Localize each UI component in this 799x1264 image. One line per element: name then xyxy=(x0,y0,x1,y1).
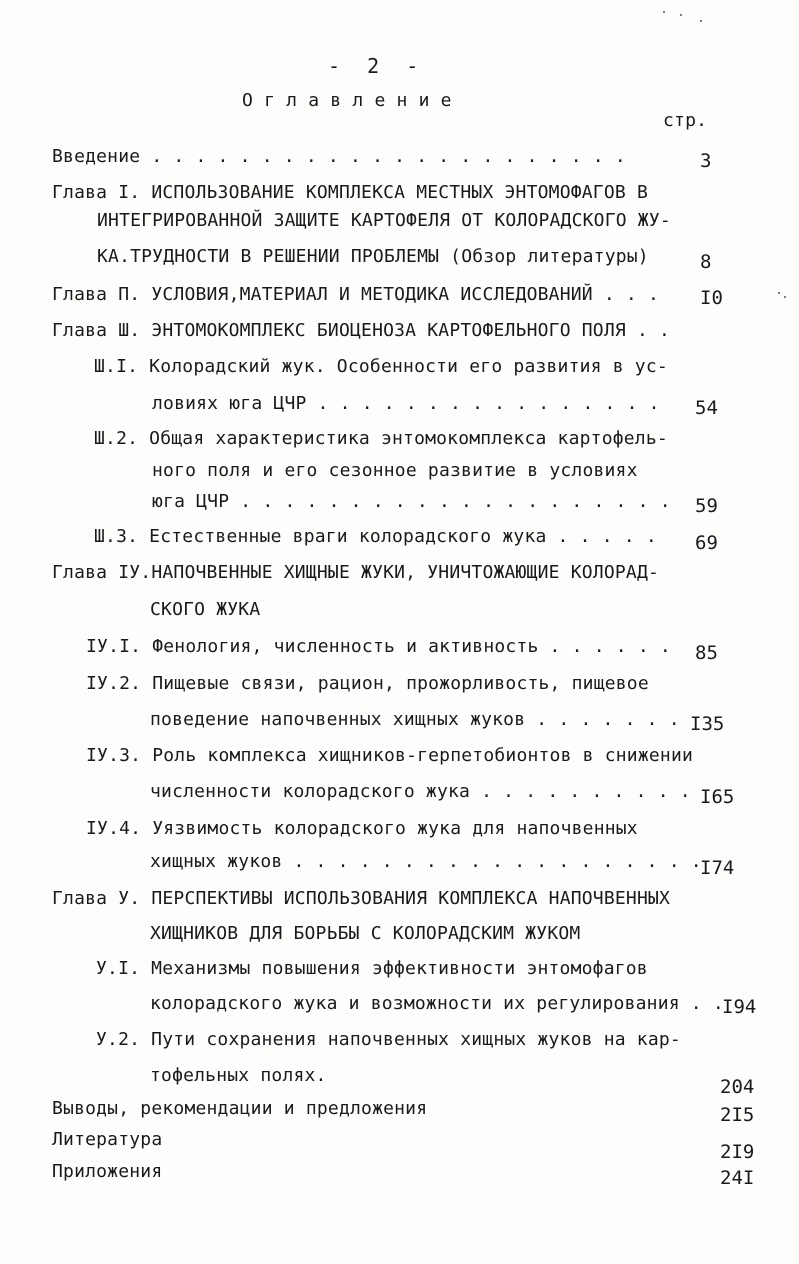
toc-entry-chapter-1: Глава I. ИСПОЛЬЗОВАНИЕ КОМПЛЕКСА МЕСТНЫХ ЭНТОМОФАГОВ В xyxy=(52,182,648,203)
toc-page-section-5-2: 204 xyxy=(720,1076,755,1098)
toc-entry-section-3-2-cont2: юга ЦЧР . . . . . . . . . . . . . . . . . . . . xyxy=(152,491,671,512)
toc-entry-section-3-2-cont: ного поля и его сезонное развитие в условиях xyxy=(152,460,638,481)
toc-entry-section-5-2-cont: тофельных полях. xyxy=(150,1065,327,1086)
toc-page-section-3-1: 54 xyxy=(695,397,718,419)
toc-entry-chapter-5-cont: ХИЩНИКОВ ДЛЯ БОРЬБЫ С КОЛОРАДСКИМ ЖУКОМ xyxy=(150,923,581,944)
toc-entry-section-5-1: У.I. Механизмы повышения эффективности энтомофагов xyxy=(96,958,648,979)
toc-entry-section-4-3-cont: численности колорадского жука . . . . . . . . . . xyxy=(150,781,691,802)
toc-heading: О г л а в л е н и е xyxy=(242,90,452,111)
toc-entry-section-3-1-cont: ловиях юга ЦЧР . . . . . . . . . . . . . . . . xyxy=(152,393,660,414)
toc-page-chapter-1: 8 xyxy=(700,251,712,273)
toc-page-appendices: 24I xyxy=(720,1167,755,1189)
toc-entry-chapter-2: Глава П. УСЛОВИЯ,МАТЕРИАЛ И МЕТОДИКА ИССЛЕДОВАНИЙ . . . xyxy=(52,284,660,305)
toc-page-section-3-3: 69 xyxy=(695,532,718,554)
toc-entry-chapter-1-cont: ИНТЕГРИРОВАННОЙ ЗАЩИТЕ КАРТОФЕЛЯ ОТ КОЛОРАДСКОГО ЖУ- xyxy=(97,210,671,231)
toc-entry-appendices: Приложения xyxy=(52,1161,163,1182)
toc-entry-chapter-3: Глава Ш. ЭНТОМОКОМПЛЕКС БИОЦЕНОЗА КАРТОФЕЛЬНОГО ПОЛЯ . . xyxy=(52,320,671,341)
toc-entry-chapter-1-cont2: КА.ТРУДНОСТИ В РЕШЕНИИ ПРОБЛЕМЫ (Обзор литературы) xyxy=(97,246,649,267)
toc-entry-section-3-1: Ш.I. Колорадский жук. Особенности его развития в ус- xyxy=(94,356,668,377)
page-number: - 2 - xyxy=(328,54,420,78)
toc-entry-chapter-4-cont: СКОГО ЖУКА xyxy=(150,599,261,620)
toc-entry-section-4-4-cont: хищных жуков . . . . . . . . . . . . . . . . . . . xyxy=(150,851,702,872)
toc-page-section-4-2: I35 xyxy=(690,713,725,735)
toc-page-chapter-2: I0 xyxy=(700,287,723,309)
toc-page-introduction: 3 xyxy=(700,150,712,172)
page-column-label: стр. xyxy=(663,110,708,131)
toc-entry-section-5-1-cont: колорадского жука и возможности их регулирования . . xyxy=(150,993,724,1014)
toc-page-section-3-2: 59 xyxy=(695,495,718,517)
toc-entry-section-4-4: IУ.4. Уязвимость колорадского жука для напочвенных xyxy=(86,818,638,839)
scan-speck xyxy=(778,292,780,294)
scan-speck xyxy=(663,11,665,13)
toc-page-literature: 2I9 xyxy=(720,1141,755,1163)
toc-entry-section-4-3: IУ.3. Роль комплекса хищников-герпетобионтов в снижении xyxy=(86,745,694,766)
toc-entry-chapter-4: Глава IУ.НАПОЧВЕННЫЕ ХИЩНЫЕ ЖУКИ, УНИЧТОЖАЮЩИЕ КОЛОРАД- xyxy=(52,562,660,583)
scan-speck xyxy=(784,296,786,298)
toc-page-section-4-4: I74 xyxy=(700,857,735,879)
toc-entry-section-5-2: У.2. Пути сохранения напочвенных хищных жуков на кар- xyxy=(96,1029,681,1050)
toc-entry-conclusions: Выводы, рекомендации и предложения xyxy=(52,1098,428,1119)
toc-entry-section-3-3: Ш.3. Естественные враги колорадского жука . . . . . xyxy=(94,526,657,547)
scan-speck xyxy=(700,20,702,22)
toc-entry-section-3-2: Ш.2. Общая характеристика энтомокомплекса картофель- xyxy=(94,428,668,449)
toc-page-section-4-1: 85 xyxy=(695,642,718,664)
toc-page-section-4-3: I65 xyxy=(700,786,735,808)
toc-entry-chapter-5: Глава У. ПЕРСПЕКТИВЫ ИСПОЛЬЗОВАНИЯ КОМПЛЕКСА НАПОЧВЕННЫХ xyxy=(52,888,671,909)
toc-entry-section-4-1: IУ.I. Фенология, численность и активность . . . . . . xyxy=(86,636,671,657)
toc-page-section-5-1: I94 xyxy=(722,996,757,1018)
toc-page-conclusions: 2I5 xyxy=(720,1104,755,1126)
toc-entry-section-4-2: IУ.2. Пищевые связи, рацион, прожорливость, пищевое xyxy=(86,673,649,694)
toc-entry-literature: Литература xyxy=(52,1129,163,1150)
scan-speck xyxy=(680,14,682,16)
toc-entry-introduction: Введение . . . . . . . . . . . . . . . . . . . . . . xyxy=(52,146,626,167)
toc-entry-section-4-2-cont: поведение напочвенных хищных жуков . . . . . . . xyxy=(150,709,680,730)
